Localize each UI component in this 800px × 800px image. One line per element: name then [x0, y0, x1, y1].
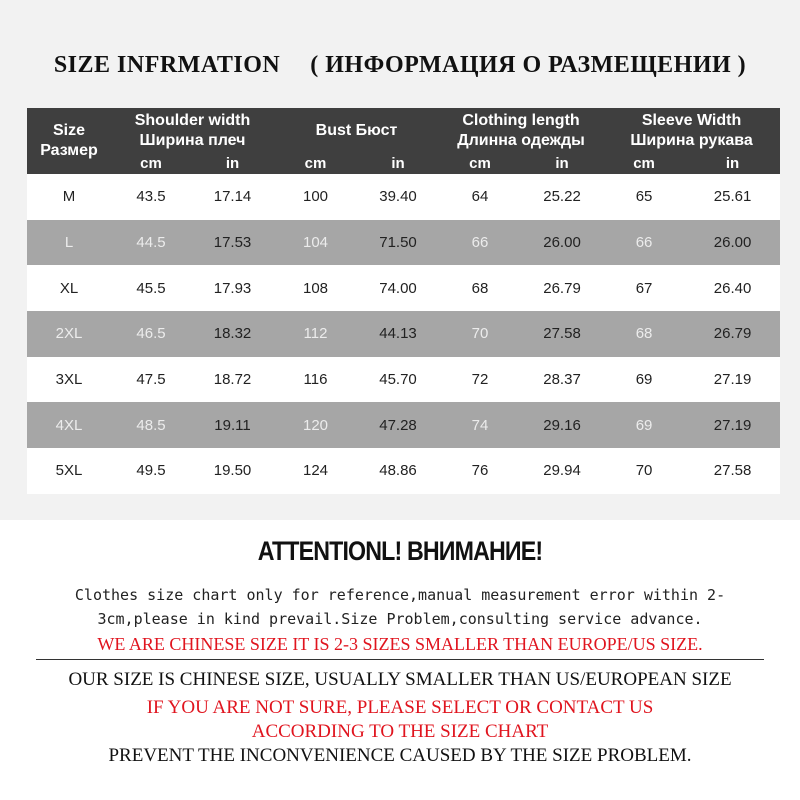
note-line-1: Clothes size chart only for reference,manual measurement error within 2-: [74, 586, 726, 604]
size-label-cell: XL: [27, 265, 111, 311]
measurement-cell: 68: [603, 311, 685, 357]
bottom-line-1: OUR SIZE IS CHINESE SIZE, USUALLY SMALLER THAN US/EUROPEAN SIZE: [68, 669, 732, 690]
measurement-cell: 76: [439, 448, 521, 494]
measurement-cell: 124: [274, 448, 357, 494]
measurement-cell: 66: [439, 220, 521, 266]
table-row: [27, 402, 780, 448]
measurement-cell: 27.19: [685, 402, 780, 448]
unit-in: in: [685, 154, 780, 174]
size-label-cell: L: [27, 220, 111, 266]
measurement-cell: 44.5: [111, 220, 191, 266]
measurement-cell: 104: [274, 220, 357, 266]
measurement-cell: 49.5: [111, 448, 191, 494]
unit-cm: cm: [603, 154, 685, 174]
measurement-cell: 48.86: [357, 448, 439, 494]
measurement-cell: 18.72: [191, 357, 274, 403]
measurement-cell: 72: [439, 357, 521, 403]
header-shoulder-width: Shoulder width Ширина плеч: [111, 108, 274, 154]
measurement-cell: 18.32: [191, 311, 274, 357]
size-label-cell: 2XL: [27, 311, 111, 357]
measurement-cell: 26.40: [685, 265, 780, 311]
attention-heading: ATTENTIONL! ВНИМАНИЕ!: [257, 536, 543, 566]
measurement-cell: 69: [603, 402, 685, 448]
size-label-cell: 5XL: [27, 448, 111, 494]
measurement-cell: 25.22: [521, 174, 603, 220]
size-table-body: [27, 174, 780, 494]
measurement-cell: 70: [603, 448, 685, 494]
note-line-2: 3cm,please in kind prevail.Size Problem,consulting service advance.: [97, 610, 703, 628]
measurement-cell: 26.79: [685, 311, 780, 357]
size-label-cell: M: [27, 174, 111, 220]
measurement-cell: 100: [274, 174, 357, 220]
measurement-cell: 28.37: [521, 357, 603, 403]
measurement-cell: 29.16: [521, 402, 603, 448]
measurement-cell: 17.14: [191, 174, 274, 220]
measurement-cell: 108: [274, 265, 357, 311]
bottom-line-2: IF YOU ARE NOT SURE, PLEASE SELECT OR CONTACT US: [146, 697, 654, 718]
measurement-cell: 64: [439, 174, 521, 220]
measurement-cell: 19.50: [191, 448, 274, 494]
header-sleeve-width: Sleeve Width Ширина рукава: [603, 108, 780, 154]
measurement-cell: 46.5: [111, 311, 191, 357]
measurement-cell: 68: [439, 265, 521, 311]
size-label-cell: 4XL: [27, 402, 111, 448]
unit-cm: cm: [111, 154, 191, 174]
size-label-cell: 3XL: [27, 357, 111, 403]
measurement-cell: 26.00: [685, 220, 780, 266]
size-table: [27, 108, 780, 494]
header-bust: Bust Бюст: [274, 108, 439, 154]
measurement-cell: 66: [603, 220, 685, 266]
unit-in: in: [357, 154, 439, 174]
measurement-cell: 26.79: [521, 265, 603, 311]
measurement-cell: 112: [274, 311, 357, 357]
unit-cm: cm: [439, 154, 521, 174]
table-row: [27, 265, 780, 311]
bottom-line-4: PREVENT THE INCONVENIENCE CAUSED BY THE SIZE PROBLEM.: [108, 745, 692, 766]
title-russian: ( ИНФОРМАЦИЯ О РАЗМЕЩЕНИИ ): [310, 52, 747, 78]
measurement-note: [30, 583, 770, 631]
measurement-cell: 29.94: [521, 448, 603, 494]
table-row: [27, 174, 780, 220]
measurement-cell: 17.53: [191, 220, 274, 266]
unit-in: in: [521, 154, 603, 174]
measurement-cell: 39.40: [357, 174, 439, 220]
measurement-cell: 27.58: [521, 311, 603, 357]
table-row: [27, 448, 780, 494]
measurement-cell: 45.5: [111, 265, 191, 311]
measurement-cell: 44.13: [357, 311, 439, 357]
measurement-cell: 67: [603, 265, 685, 311]
measurement-cell: 25.61: [685, 174, 780, 220]
measurement-cell: 47.5: [111, 357, 191, 403]
measurement-cell: 43.5: [111, 174, 191, 220]
bottom-line-3: ACCORDING TO THE SIZE CHART: [251, 721, 549, 742]
unit-cm: cm: [274, 154, 357, 174]
table-row: [27, 220, 780, 266]
title-english: SIZE INFRMATION: [53, 52, 281, 78]
measurement-cell: 69: [603, 357, 685, 403]
header-size: Size Размер: [27, 108, 111, 174]
page-title: [0, 52, 800, 79]
measurement-cell: 27.58: [685, 448, 780, 494]
table-row: [27, 357, 780, 403]
measurement-cell: 74.00: [357, 265, 439, 311]
measurement-cell: 17.93: [191, 265, 274, 311]
header-clothing-length: Clothing length Длинна одежды: [439, 108, 603, 154]
measurement-cell: 65: [603, 174, 685, 220]
measurement-cell: 19.11: [191, 402, 274, 448]
measurement-cell: 45.70: [357, 357, 439, 403]
measurement-cell: 26.00: [521, 220, 603, 266]
divider: [36, 659, 764, 660]
measurement-cell: 74: [439, 402, 521, 448]
measurement-cell: 47.28: [357, 402, 439, 448]
measurement-cell: 70: [439, 311, 521, 357]
measurement-cell: 48.5: [111, 402, 191, 448]
measurement-cell: 120: [274, 402, 357, 448]
unit-in: in: [191, 154, 274, 174]
measurement-cell: 71.50: [357, 220, 439, 266]
measurement-cell: 27.19: [685, 357, 780, 403]
chinese-size-warning: WE ARE CHINESE SIZE IT IS 2-3 SIZES SMALLER THAN EUROPE/US SIZE.: [97, 634, 703, 654]
measurement-cell: 116: [274, 357, 357, 403]
table-row: [27, 311, 780, 357]
